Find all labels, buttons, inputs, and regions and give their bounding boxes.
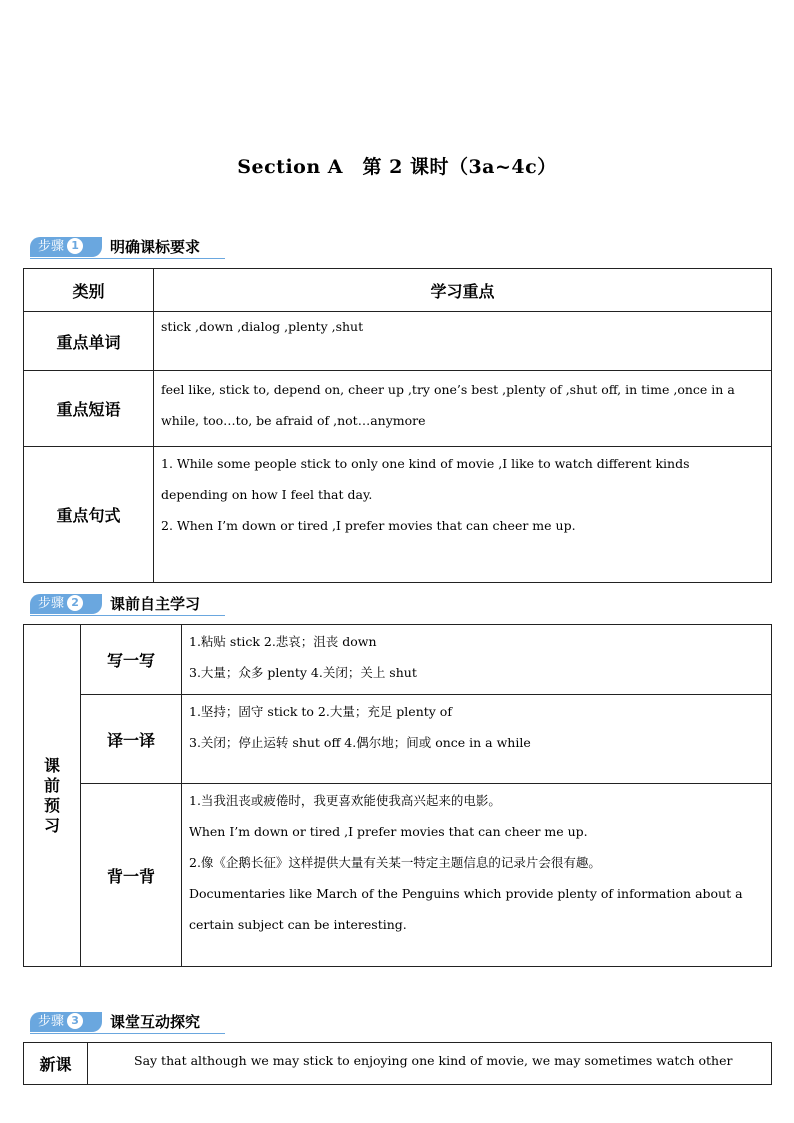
step-2-number: 2 xyxy=(67,595,83,611)
table-row xyxy=(24,312,772,371)
table-row xyxy=(24,447,772,583)
step-3-header xyxy=(30,1012,225,1034)
row-label-write: 写一写 xyxy=(81,625,182,695)
lesson-title: Section A 第 2 课时（3a~4c） xyxy=(237,156,557,178)
row-content-translate xyxy=(182,695,772,784)
text-line: 1.坚持；固守 stick to 2.大量；充足 plenty of xyxy=(189,704,452,719)
row-label-new-lesson: 新课 xyxy=(24,1043,88,1085)
header-focus: 学习重点 xyxy=(154,269,772,312)
curriculum-requirements-table xyxy=(23,268,772,583)
text-line: 1.粘贴 stick 2.悲哀；沮丧 down xyxy=(189,634,377,649)
row-content-words xyxy=(154,312,772,371)
step-1-number: 1 xyxy=(67,238,83,254)
step-3-badge: 步骤 3 xyxy=(30,1012,102,1032)
table-row xyxy=(24,695,772,784)
text-line: When I’m down or tired ,I prefer movies that can cheer me up. xyxy=(189,824,588,839)
text-line: feel like, stick to, depend on, cheer up ,try one’s best ,plenty of ,shut off, in time ,once in a xyxy=(161,382,735,397)
row-content-phrases xyxy=(154,371,772,447)
table-row xyxy=(24,625,772,695)
row-content-sentences xyxy=(154,447,772,583)
text-line: 2. When I’m down or tired ,I prefer movies that can cheer me up. xyxy=(161,518,576,533)
text-line: Documentaries like March of the Penguins which provide plenty of information about a xyxy=(189,886,743,901)
text-line: 1.当我沮丧或疲倦时，我更喜欢能使我高兴起来的电影。 xyxy=(189,793,501,808)
table-row xyxy=(24,784,772,967)
row-content-recite xyxy=(182,784,772,967)
step-2-header xyxy=(30,594,225,616)
step-1-header xyxy=(30,237,225,259)
text-line: Say that although we may stick to enjoying one kind of movie, we may sometimes watch other xyxy=(134,1053,733,1068)
text-line: depending on how I feel that day. xyxy=(161,487,373,502)
step-2-badge: 步骤 2 xyxy=(30,594,102,614)
divider xyxy=(30,1033,225,1034)
text-line: 2.像《企鹅长征》这样提供大量有关某一特定主题信息的记录片会很有趣。 xyxy=(189,855,601,870)
text-line: stick ,down ,dialog ,plenty ,shut xyxy=(161,319,364,334)
step-1-title: 明确课标要求 xyxy=(110,238,201,256)
classroom-interaction-table xyxy=(23,1042,772,1085)
preview-study-table xyxy=(23,624,772,967)
row-label-translate: 译一译 xyxy=(81,695,182,784)
row-label-words: 重点单词 xyxy=(24,312,154,371)
text-line: while, too…to, be afraid of ,not…anymore xyxy=(161,413,426,428)
row-label-phrases: 重点短语 xyxy=(24,371,154,447)
step-2-title: 课前自主学习 xyxy=(110,595,201,613)
divider xyxy=(30,258,225,259)
row-content-write xyxy=(182,625,772,695)
row-label-sentences: 重点句式 xyxy=(24,447,154,583)
row-label-recite: 背一背 xyxy=(81,784,182,967)
step-1-badge: 步骤 1 xyxy=(30,237,102,257)
divider xyxy=(30,615,225,616)
table-row xyxy=(24,1043,772,1085)
text-line: certain subject can be interesting. xyxy=(189,917,407,932)
side-label-preview: 课 前 预 习 xyxy=(24,625,81,967)
text-line: 3.大量；众多 plenty 4.关闭；关上 shut xyxy=(189,665,417,680)
step-3-title: 课堂互动探究 xyxy=(110,1013,201,1031)
table-row xyxy=(24,371,772,447)
step-3-number: 3 xyxy=(67,1013,83,1029)
row-content-new-lesson xyxy=(88,1043,772,1085)
header-category: 类别 xyxy=(24,269,154,312)
text-line: 3.关闭；停止运转 shut off 4.偶尔地；间或 once in a while xyxy=(189,735,531,750)
text-line: 1. While some people stick to only one kind of movie ,I like to watch different kinds xyxy=(161,456,690,471)
table-header-row xyxy=(24,269,772,312)
